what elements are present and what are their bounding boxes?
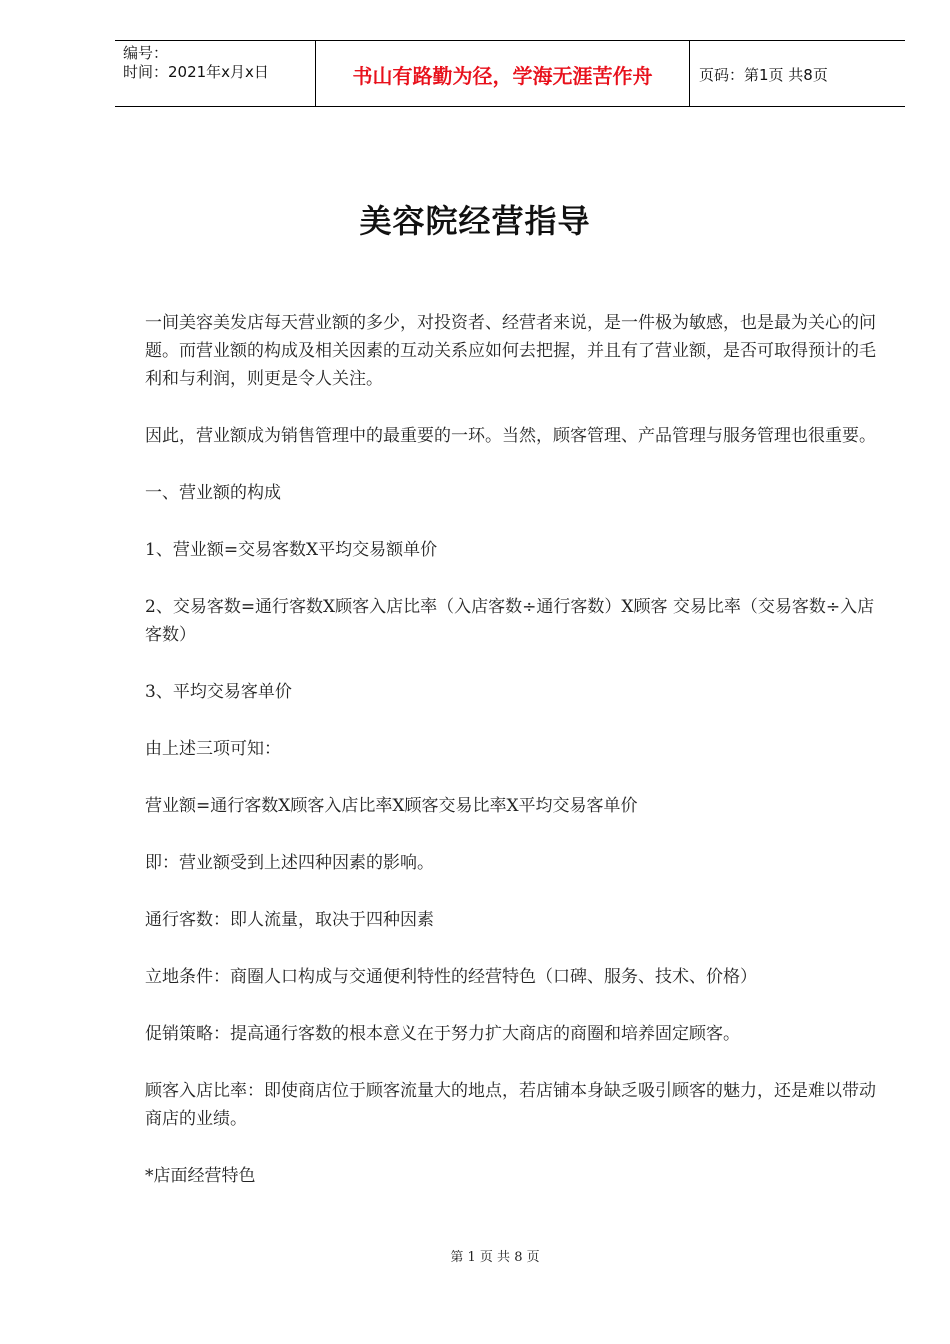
paragraph: 一间美容美发店每天营业额的多少，对投资者、经营者来说，是一件极为敏感，也是最为关心的问题。而营业额的构成及相关因素的互动关系应如何去把握，并且有了营业额，是否可取得预计的毛利和与利润，则更是令人关注。 (145, 313, 876, 389)
paragraph: 营业额=通行客数X顾客入店比率X顾客交易比率X平均交易客单价 (145, 796, 638, 816)
document-body (145, 309, 885, 1219)
page-footer: 第 1 页 共 8 页 (450, 1250, 540, 1265)
document-time-label: 时间：2021年x月x日 (123, 63, 269, 81)
paragraph: 立地条件：商圈人口构成与交通便利特性的经营特色（口碑、服务、技术、价格） (145, 967, 757, 987)
paragraph: 即：营业额受到上述四种因素的影响。 (145, 853, 434, 873)
document-title: 美容院经营指导 (359, 202, 591, 240)
paragraph: 3、平均交易客单价 (145, 682, 292, 702)
paragraph: 2、交易客数=通行客数X顾客入店比率（入店客数÷通行客数）X顾客 交易比率（交易客数÷入店客数） (145, 597, 875, 645)
section-heading: 一、营业额的构成 (145, 483, 281, 503)
paragraph: 1、营业额=交易客数X平均交易额单价 (145, 540, 438, 560)
paragraph: 通行客数：即人流量，取决于四种因素 (145, 910, 434, 930)
paragraph: *店面经营特色 (145, 1166, 256, 1186)
document-number-label: 编号： (123, 44, 169, 62)
paragraph: 顾客入店比率：即使商店位于顾客流量大的地点，若店铺本身缺乏吸引顾客的魅力，还是难以带动商店的业绩。 (145, 1081, 876, 1129)
header-page-number: 页码：第1页 共8页 (699, 66, 828, 84)
header-motto: 书山有路勤为径，学海无涯苦作舟 (316, 41, 690, 106)
paragraph: 促销策略：提高通行客数的根本意义在于努力扩大商店的商圈和培养固定顾客。 (145, 1024, 740, 1044)
page-header (115, 40, 905, 107)
header-meta (115, 41, 316, 106)
paragraph: 由上述三项可知： (145, 739, 281, 759)
paragraph: 因此，营业额成为销售管理中的最重要的一环。当然，顾客管理、产品管理与服务管理也很重要。 (145, 426, 876, 446)
